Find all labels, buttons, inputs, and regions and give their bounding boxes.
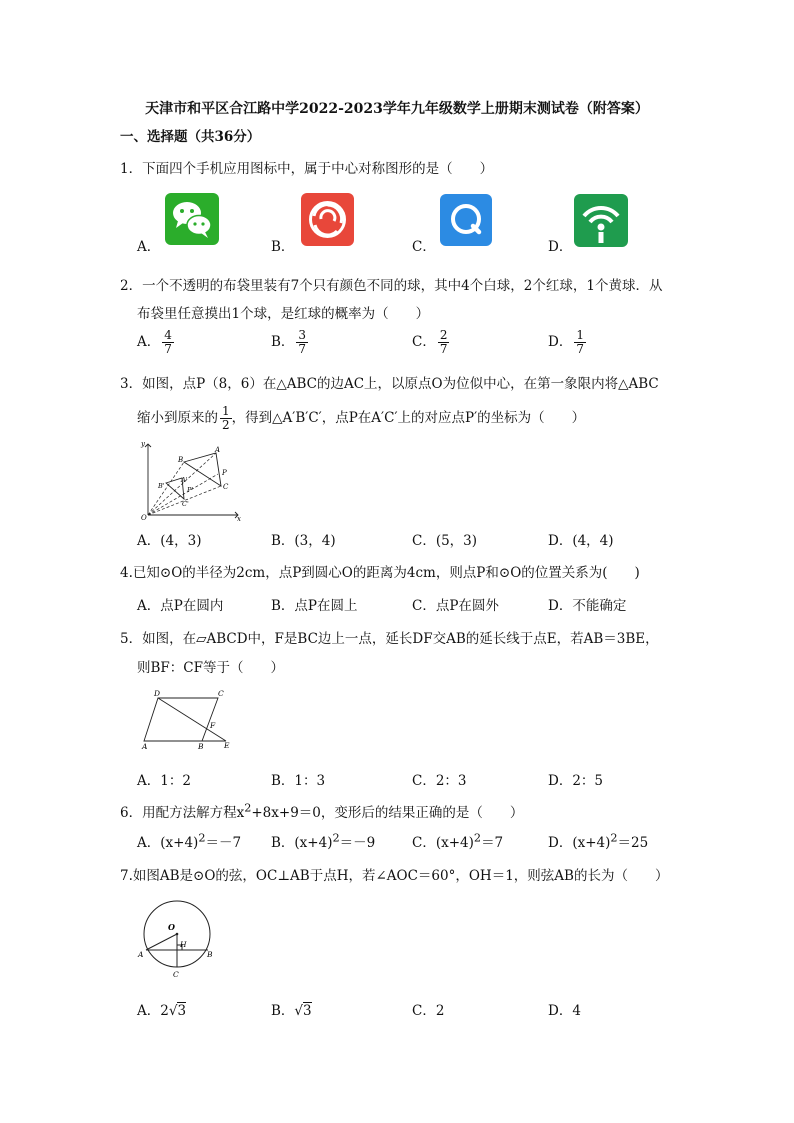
- label-a-prime: A': [181, 476, 188, 484]
- option-label: D．: [548, 334, 573, 350]
- q6-option-d[interactable]: D．$(x+4)^2=25$: [548, 831, 649, 851]
- fraction: $\frac{1}{2}$: [222, 404, 230, 432]
- label-p: P: [222, 469, 227, 477]
- q5-stem-line1: 5．如图，在▱ABCD中，F是BC边上一点，延长DF交AB的延长线于点E，若AB＝3BE，: [120, 631, 659, 647]
- q3-stem-line1: 3．如图，点P（8，6）在△ABC的边AC上，以原点O为位似中心，在第一象限内将△ABC: [120, 376, 659, 392]
- label-a: A: [142, 742, 148, 751]
- label-h: H: [180, 940, 187, 949]
- q1-option-d[interactable]: D．: [548, 239, 573, 255]
- q7-option-a[interactable]: A．2√3: [137, 1003, 187, 1019]
- q7-option-b[interactable]: B．√3: [271, 1003, 312, 1019]
- wechat-icon: [165, 193, 219, 245]
- q3-option-a[interactable]: A．(4，3): [137, 533, 202, 549]
- label-c: C: [223, 483, 229, 491]
- q4-stem: 4.已知⊙O的半径为2cm，点P到圆心O的距离为4cm，则点P和⊙O的位置关系为( ): [120, 565, 640, 581]
- q6-option-a[interactable]: A．$(x+4)^2=-7$: [137, 831, 242, 851]
- q2-option-d[interactable]: [548, 329, 586, 356]
- q1-option-b[interactable]: B．: [271, 239, 295, 255]
- label-x: x: [237, 515, 241, 522]
- q3-option-c[interactable]: C．(5，3): [412, 533, 478, 549]
- page-title: 天津市和平区合江路中学2022-2023学年九年级数学上册期末测试卷（附答案）: [145, 101, 649, 117]
- sohu-icon: [301, 193, 354, 246]
- fraction: $\frac{1}{7}$: [576, 328, 584, 356]
- label-c: C: [173, 970, 179, 979]
- option-label: B．: [271, 334, 295, 350]
- q1-option-c[interactable]: C．: [412, 239, 436, 255]
- q5-stem-line2: 则BF：CF等于（ ）: [137, 660, 284, 676]
- q4-option-c[interactable]: C．点P在圆外: [412, 598, 499, 614]
- fraction: $\frac{3}{7}$: [298, 328, 307, 356]
- label-o: O: [141, 514, 147, 522]
- label-p-prime: P': [187, 486, 194, 494]
- q5-option-a[interactable]: A．1：2: [137, 773, 191, 789]
- wifi-icon: [574, 194, 628, 247]
- label-b: B: [207, 950, 213, 959]
- q5-option-b[interactable]: B．1：3: [271, 773, 326, 789]
- fraction: $\frac{2}{7}$: [439, 328, 448, 356]
- label-b-prime: B': [158, 482, 165, 490]
- q1-stem: 1．下面四个手机应用图标中，属于中心对称图形的是（ ）: [120, 161, 494, 177]
- search-q-icon: [440, 194, 492, 246]
- q6-stem: 6．用配方法解方程$x^2+8x+9=0$，变形后的结果正确的是（ ）: [120, 801, 524, 821]
- q4-option-b[interactable]: B．点P在圆上: [271, 598, 358, 614]
- q4-option-a[interactable]: A．点P在圆内: [137, 598, 224, 614]
- option-label: A．: [137, 334, 161, 350]
- q3-option-d[interactable]: D．(4，4): [548, 533, 614, 549]
- q7-diagram: [136, 896, 220, 982]
- q2-option-c[interactable]: [412, 329, 449, 356]
- fraction: $\frac{4}{7}$: [164, 328, 172, 356]
- option-label: C．: [412, 334, 436, 350]
- label-e: E: [224, 741, 230, 750]
- q7-option-d[interactable]: D．4: [548, 1003, 581, 1019]
- label-f: F: [210, 721, 216, 730]
- q2-stem-line2: 布袋里任意摸出1个球，是红球的概率为（ ）: [137, 306, 430, 322]
- q3-stem-line2: 缩小到原来的 $\frac{1}{2}$ ，得到△A′B′C′，点P在A′C′上的对应点P′的坐标为（ ）: [137, 404, 586, 432]
- q2-stem-line1: 2．一个不透明的布袋里装有7个只有颜色不同的球，其中4个白球，2个红球，1个黄球．从: [120, 278, 663, 294]
- q5-diagram: [140, 688, 236, 752]
- label-d: D: [154, 689, 161, 698]
- q5-option-c[interactable]: C．2：3: [412, 773, 467, 789]
- q6-option-c[interactable]: C．$(x+4)^2=7$: [412, 831, 504, 851]
- section-heading: 一、选择题（共36分）: [120, 129, 261, 145]
- q7-stem: 7.如图AB是⊙O的弦，OC⊥AB于点H，若∠AOC＝60°，OH＝1，则弦AB的长为（ ）: [120, 868, 669, 884]
- label-a: A: [138, 950, 144, 959]
- label-b: B: [198, 742, 204, 751]
- q5-option-d[interactable]: D．2：5: [548, 773, 604, 789]
- q4-option-d[interactable]: D．不能确定: [548, 598, 627, 614]
- q3-diagram: [138, 440, 244, 522]
- label-b: B: [178, 456, 184, 464]
- q2-option-a[interactable]: [137, 329, 174, 356]
- sqrt-sign: √: [168, 1003, 178, 1019]
- label-a: A: [215, 446, 221, 454]
- q1-option-a[interactable]: A．: [137, 239, 161, 255]
- q2-option-b[interactable]: [271, 329, 308, 356]
- q6-option-b[interactable]: B．$(x+4)^2=-9$: [271, 831, 376, 851]
- sqrt-sign: √: [294, 1003, 304, 1019]
- label-o: O: [168, 922, 175, 932]
- label-y: y: [141, 440, 145, 448]
- label-c-prime: C': [182, 500, 189, 508]
- q7-option-c[interactable]: C．2: [412, 1003, 445, 1019]
- q3-option-b[interactable]: B．(3，4): [271, 533, 336, 549]
- label-c: C: [218, 689, 224, 698]
